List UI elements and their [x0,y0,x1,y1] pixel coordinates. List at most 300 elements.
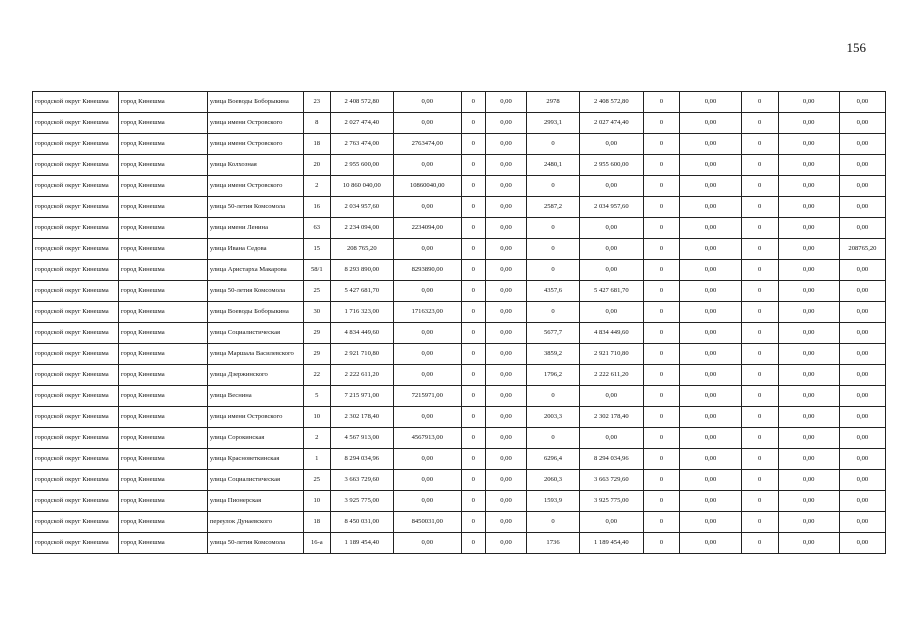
cell-area: 1736 [526,533,579,554]
cell-cost-col-2: 0,00 [394,92,462,113]
cell-district: городской округ Кинешма [33,260,119,281]
cell-district: городской округ Кинешма [33,512,119,533]
cell-street: улица имени Островского [207,113,303,134]
table-row [33,134,886,155]
cell-amount-col-4: 0,00 [486,428,527,449]
cell-cost-col-6: 3 663 729,60 [580,470,643,491]
cell-house-number: 23 [304,92,331,113]
cell-count-col-7: 0 [643,491,680,512]
cell-cost-col-2: 0,00 [394,365,462,386]
cell-amount-col-11: 0,00 [839,134,885,155]
cell-amount-col-11: 0,00 [839,113,885,134]
cell-street: улица Ивана Седова [207,239,303,260]
cell-amount-col-10: 0,00 [778,155,839,176]
cell-count-col-3: 0 [461,260,486,281]
cell-amount-col-4: 0,00 [486,281,527,302]
cell-area: 0 [526,428,579,449]
cell-amount-col-10: 0,00 [778,218,839,239]
cell-district: городской округ Кинешма [33,365,119,386]
cell-district: городской округ Кинешма [33,407,119,428]
cell-house-number: 18 [304,512,331,533]
cell-count-col-3: 0 [461,197,486,218]
cell-count-col-9: 0 [741,533,778,554]
cell-count-col-3: 0 [461,428,486,449]
cell-city: город Кинешма [118,281,207,302]
cell-count-col-3: 0 [461,491,486,512]
cell-district: городской округ Кинешма [33,323,119,344]
cell-city: город Кинешма [118,92,207,113]
cell-amount-col-11: 0,00 [839,218,885,239]
cell-amount-col-8: 0,00 [680,512,741,533]
cell-street: улица Социалистическая [207,323,303,344]
cell-cost-col-6: 0,00 [580,218,643,239]
cell-amount-col-8: 0,00 [680,302,741,323]
cell-cost-col-2: 0,00 [394,449,462,470]
cell-count-col-3: 0 [461,92,486,113]
cell-district: городской округ Кинешма [33,134,119,155]
cell-total-cost: 2 222 611,20 [330,365,393,386]
cell-cost-col-6: 2 921 710,80 [580,344,643,365]
cell-cost-col-6: 2 222 611,20 [580,365,643,386]
cell-total-cost: 8 450 031,00 [330,512,393,533]
cell-amount-col-10: 0,00 [778,407,839,428]
cell-amount-col-4: 0,00 [486,92,527,113]
cell-amount-col-8: 0,00 [680,449,741,470]
cell-count-col-7: 0 [643,323,680,344]
cell-count-col-9: 0 [741,197,778,218]
cell-street: улица имени Островского [207,176,303,197]
cell-cost-col-6: 0,00 [580,176,643,197]
cell-city: город Кинешма [118,155,207,176]
table-row [33,197,886,218]
cell-area: 2003,3 [526,407,579,428]
cell-city: город Кинешма [118,218,207,239]
cell-city: город Кинешма [118,239,207,260]
cell-house-number: 25 [304,281,331,302]
cell-city: город Кинешма [118,134,207,155]
cell-amount-col-11: 0,00 [839,302,885,323]
cell-house-number: 22 [304,365,331,386]
cell-amount-col-10: 0,00 [778,176,839,197]
cell-city: город Кинешма [118,302,207,323]
page-number: 156 [846,40,866,55]
cell-cost-col-6: 5 427 681,70 [580,281,643,302]
cell-count-col-7: 0 [643,155,680,176]
table-row [33,344,886,365]
cell-cost-col-6: 0,00 [580,260,643,281]
cell-area: 0 [526,260,579,281]
table-row [33,260,886,281]
cell-area: 2060,3 [526,470,579,491]
cell-cost-col-2: 1716323,00 [394,302,462,323]
cell-amount-col-11: 0,00 [839,470,885,491]
cell-total-cost: 2 763 474,00 [330,134,393,155]
cell-house-number: 20 [304,155,331,176]
cell-count-col-9: 0 [741,176,778,197]
cell-count-col-7: 0 [643,239,680,260]
cell-amount-col-4: 0,00 [486,470,527,491]
cell-count-col-9: 0 [741,344,778,365]
cell-cost-col-2: 0,00 [394,281,462,302]
cell-cost-col-2: 2763474,00 [394,134,462,155]
cell-amount-col-10: 0,00 [778,512,839,533]
table-row [33,176,886,197]
cell-city: город Кинешма [118,470,207,491]
cell-amount-col-10: 0,00 [778,470,839,491]
cell-cost-col-6: 1 189 454,40 [580,533,643,554]
cell-count-col-9: 0 [741,365,778,386]
cell-amount-col-8: 0,00 [680,323,741,344]
cell-cost-col-6: 4 834 449,60 [580,323,643,344]
cell-count-col-7: 0 [643,302,680,323]
cell-amount-col-4: 0,00 [486,512,527,533]
cell-city: город Кинешма [118,323,207,344]
cell-amount-col-4: 0,00 [486,449,527,470]
cell-amount-col-8: 0,00 [680,491,741,512]
cell-count-col-7: 0 [643,365,680,386]
cell-house-number: 10 [304,491,331,512]
table-row [33,365,886,386]
cell-district: городской округ Кинешма [33,449,119,470]
cell-amount-col-4: 0,00 [486,113,527,134]
cell-city: город Кинешма [118,365,207,386]
cell-amount-col-10: 0,00 [778,260,839,281]
cell-count-col-3: 0 [461,512,486,533]
cell-amount-col-8: 0,00 [680,155,741,176]
cell-count-col-9: 0 [741,428,778,449]
cell-total-cost: 1 189 454,40 [330,533,393,554]
cell-street: улица 50-летия Комсомола [207,281,303,302]
table-body [33,92,886,554]
cell-house-number: 18 [304,134,331,155]
cell-count-col-3: 0 [461,239,486,260]
cell-house-number: 58/1 [304,260,331,281]
cell-area: 5677,7 [526,323,579,344]
cell-amount-col-11: 208765,20 [839,239,885,260]
cell-amount-col-11: 0,00 [839,176,885,197]
cell-total-cost: 2 302 178,40 [330,407,393,428]
cell-house-number: 15 [304,239,331,260]
cell-total-cost: 2 234 094,00 [330,218,393,239]
cell-count-col-3: 0 [461,176,486,197]
cell-count-col-3: 0 [461,281,486,302]
cell-cost-col-2: 0,00 [394,491,462,512]
cell-street: улица Красноветкинская [207,449,303,470]
cell-count-col-3: 0 [461,155,486,176]
cell-house-number: 16 [304,197,331,218]
table-row [33,428,886,449]
cell-count-col-9: 0 [741,239,778,260]
cell-amount-col-10: 0,00 [778,533,839,554]
cell-count-col-3: 0 [461,218,486,239]
cell-count-col-7: 0 [643,92,680,113]
cell-city: город Кинешма [118,176,207,197]
table-row [33,155,886,176]
cell-area: 1593,9 [526,491,579,512]
cell-district: городской округ Кинешма [33,113,119,134]
cell-total-cost: 3 925 775,00 [330,491,393,512]
cell-count-col-9: 0 [741,470,778,491]
cell-cost-col-2: 0,00 [394,197,462,218]
cell-total-cost: 2 027 474,40 [330,113,393,134]
cell-amount-col-4: 0,00 [486,386,527,407]
cell-total-cost: 3 663 729,60 [330,470,393,491]
cell-area: 1796,2 [526,365,579,386]
cell-amount-col-10: 0,00 [778,302,839,323]
cell-district: городской округ Кинешма [33,281,119,302]
table-row [33,281,886,302]
cell-cost-col-6: 0,00 [580,512,643,533]
cell-count-col-7: 0 [643,134,680,155]
cell-amount-col-8: 0,00 [680,344,741,365]
cell-count-col-7: 0 [643,281,680,302]
cell-count-col-3: 0 [461,407,486,428]
cell-street: улица Аристарха Макарова [207,260,303,281]
cell-amount-col-10: 0,00 [778,449,839,470]
cell-count-col-7: 0 [643,407,680,428]
cell-amount-col-10: 0,00 [778,113,839,134]
cell-total-cost: 7 215 971,00 [330,386,393,407]
cell-total-cost: 8 294 034,96 [330,449,393,470]
cell-house-number: 1 [304,449,331,470]
table-row [33,470,886,491]
cell-house-number: 30 [304,302,331,323]
cell-amount-col-10: 0,00 [778,386,839,407]
cell-area: 0 [526,386,579,407]
cell-city: город Кинешма [118,428,207,449]
cell-amount-col-11: 0,00 [839,323,885,344]
table-row [33,449,886,470]
cell-amount-col-8: 0,00 [680,239,741,260]
cell-amount-col-10: 0,00 [778,197,839,218]
cell-district: городской округ Кинешма [33,155,119,176]
cell-district: городской округ Кинешма [33,344,119,365]
cell-cost-col-6: 2 408 572,80 [580,92,643,113]
cell-amount-col-8: 0,00 [680,197,741,218]
cell-amount-col-4: 0,00 [486,134,527,155]
cell-total-cost: 4 834 449,60 [330,323,393,344]
cell-cost-col-6: 3 925 775,00 [580,491,643,512]
cell-cost-col-6: 2 027 474,40 [580,113,643,134]
cell-district: городской округ Кинешма [33,92,119,113]
cell-count-col-9: 0 [741,386,778,407]
cell-count-col-9: 0 [741,92,778,113]
cell-amount-col-8: 0,00 [680,176,741,197]
cell-amount-col-10: 0,00 [778,428,839,449]
cell-amount-col-10: 0,00 [778,491,839,512]
cell-city: город Кинешма [118,533,207,554]
cell-city: город Кинешма [118,260,207,281]
cell-count-col-3: 0 [461,134,486,155]
cell-street: улица имени Ленина [207,218,303,239]
cell-amount-col-11: 0,00 [839,512,885,533]
cell-cost-col-6: 0,00 [580,239,643,260]
cell-city: город Кинешма [118,386,207,407]
cell-house-number: 2 [304,428,331,449]
cell-count-col-7: 0 [643,344,680,365]
cell-amount-col-10: 0,00 [778,281,839,302]
cell-street: улица 50-летия Комсомола [207,533,303,554]
cell-amount-col-10: 0,00 [778,134,839,155]
cell-count-col-9: 0 [741,155,778,176]
table-row [33,218,886,239]
cell-amount-col-8: 0,00 [680,470,741,491]
cell-city: город Кинешма [118,407,207,428]
cell-amount-col-4: 0,00 [486,155,527,176]
cell-count-col-9: 0 [741,281,778,302]
cell-house-number: 25 [304,470,331,491]
table-row [33,407,886,428]
table-row [33,92,886,113]
cell-amount-col-8: 0,00 [680,428,741,449]
cell-district: городской округ Кинешма [33,470,119,491]
cell-amount-col-4: 0,00 [486,491,527,512]
cell-total-cost: 208 765,20 [330,239,393,260]
cell-house-number: 16-а [304,533,331,554]
cell-count-col-7: 0 [643,176,680,197]
cell-amount-col-8: 0,00 [680,407,741,428]
cell-amount-col-8: 0,00 [680,218,741,239]
cell-count-col-3: 0 [461,344,486,365]
cell-district: городской округ Кинешма [33,197,119,218]
cell-street: улица Сорокинская [207,428,303,449]
cell-house-number: 29 [304,323,331,344]
cell-street: переулок Дунаевского [207,512,303,533]
cell-amount-col-4: 0,00 [486,344,527,365]
table-row [33,239,886,260]
cell-count-col-7: 0 [643,386,680,407]
cell-amount-col-11: 0,00 [839,92,885,113]
cell-count-col-7: 0 [643,260,680,281]
cell-total-cost: 1 716 323,00 [330,302,393,323]
cell-street: улица Социалистическая [207,470,303,491]
cell-street: улица Маршала Василевского [207,344,303,365]
cell-area: 2993,1 [526,113,579,134]
cell-district: городской округ Кинешма [33,428,119,449]
cell-house-number: 5 [304,386,331,407]
cell-area: 0 [526,218,579,239]
cell-amount-col-10: 0,00 [778,344,839,365]
table-row [33,533,886,554]
cell-count-col-3: 0 [461,386,486,407]
cell-district: городской округ Кинешма [33,302,119,323]
cell-district: городской округ Кинешма [33,239,119,260]
cell-count-col-9: 0 [741,449,778,470]
cell-area: 0 [526,302,579,323]
cell-city: город Кинешма [118,512,207,533]
cell-amount-col-10: 0,00 [778,365,839,386]
table-row [33,491,886,512]
cell-city: город Кинешма [118,344,207,365]
table-row [33,386,886,407]
cell-amount-col-4: 0,00 [486,365,527,386]
cell-amount-col-8: 0,00 [680,386,741,407]
cell-count-col-7: 0 [643,218,680,239]
cell-district: городской округ Кинешма [33,386,119,407]
cell-amount-col-11: 0,00 [839,533,885,554]
cell-cost-col-2: 8450031,00 [394,512,462,533]
cell-amount-col-8: 0,00 [680,365,741,386]
cell-amount-col-11: 0,00 [839,386,885,407]
cell-cost-col-6: 0,00 [580,428,643,449]
cell-count-col-7: 0 [643,470,680,491]
cell-count-col-9: 0 [741,134,778,155]
cell-amount-col-4: 0,00 [486,197,527,218]
cell-amount-col-4: 0,00 [486,533,527,554]
cell-total-cost: 2 034 957,60 [330,197,393,218]
cell-street: улица имени Островского [207,134,303,155]
cell-street: улица Пионерская [207,491,303,512]
cell-amount-col-11: 0,00 [839,428,885,449]
cell-cost-col-2: 0,00 [394,344,462,365]
data-table [32,91,886,554]
cell-amount-col-4: 0,00 [486,302,527,323]
cell-cost-col-2: 0,00 [394,323,462,344]
cell-count-col-7: 0 [643,197,680,218]
cell-house-number: 10 [304,407,331,428]
cell-amount-col-4: 0,00 [486,407,527,428]
cell-count-col-3: 0 [461,302,486,323]
cell-cost-col-6: 0,00 [580,386,643,407]
cell-amount-col-8: 0,00 [680,113,741,134]
cell-count-col-7: 0 [643,512,680,533]
cell-count-col-9: 0 [741,218,778,239]
cell-amount-col-4: 0,00 [486,323,527,344]
cell-total-cost: 8 293 890,00 [330,260,393,281]
cell-total-cost: 2 955 600,00 [330,155,393,176]
cell-street: улица Веснина [207,386,303,407]
cell-street: улица Воеводы Боборыкина [207,302,303,323]
cell-cost-col-2: 2234094,00 [394,218,462,239]
cell-house-number: 2 [304,176,331,197]
cell-amount-col-11: 0,00 [839,155,885,176]
cell-area: 2978 [526,92,579,113]
table-row [33,323,886,344]
cell-amount-col-8: 0,00 [680,134,741,155]
cell-cost-col-2: 0,00 [394,407,462,428]
cell-amount-col-8: 0,00 [680,260,741,281]
cell-amount-col-11: 0,00 [839,344,885,365]
cell-count-col-3: 0 [461,113,486,134]
cell-count-col-9: 0 [741,323,778,344]
cell-count-col-9: 0 [741,302,778,323]
cell-city: город Кинешма [118,449,207,470]
cell-cost-col-6: 0,00 [580,302,643,323]
cell-count-col-9: 0 [741,491,778,512]
cell-area: 0 [526,512,579,533]
cell-amount-col-4: 0,00 [486,260,527,281]
cell-amount-col-4: 0,00 [486,218,527,239]
table-row [33,512,886,533]
cell-total-cost: 10 860 040,00 [330,176,393,197]
cell-amount-col-10: 0,00 [778,92,839,113]
cell-cost-col-2: 0,00 [394,113,462,134]
cell-district: городской округ Кинешма [33,533,119,554]
cell-count-col-3: 0 [461,449,486,470]
cell-house-number: 63 [304,218,331,239]
cell-district: городской округ Кинешма [33,176,119,197]
cell-area: 2587,2 [526,197,579,218]
cell-city: город Кинешма [118,113,207,134]
cell-total-cost: 2 408 572,80 [330,92,393,113]
cell-amount-col-11: 0,00 [839,197,885,218]
cell-area: 6296,4 [526,449,579,470]
table-row [33,302,886,323]
cell-amount-col-8: 0,00 [680,281,741,302]
cell-cost-col-2: 10860040,00 [394,176,462,197]
cell-district: городской округ Кинешма [33,491,119,512]
cell-cost-col-2: 0,00 [394,239,462,260]
